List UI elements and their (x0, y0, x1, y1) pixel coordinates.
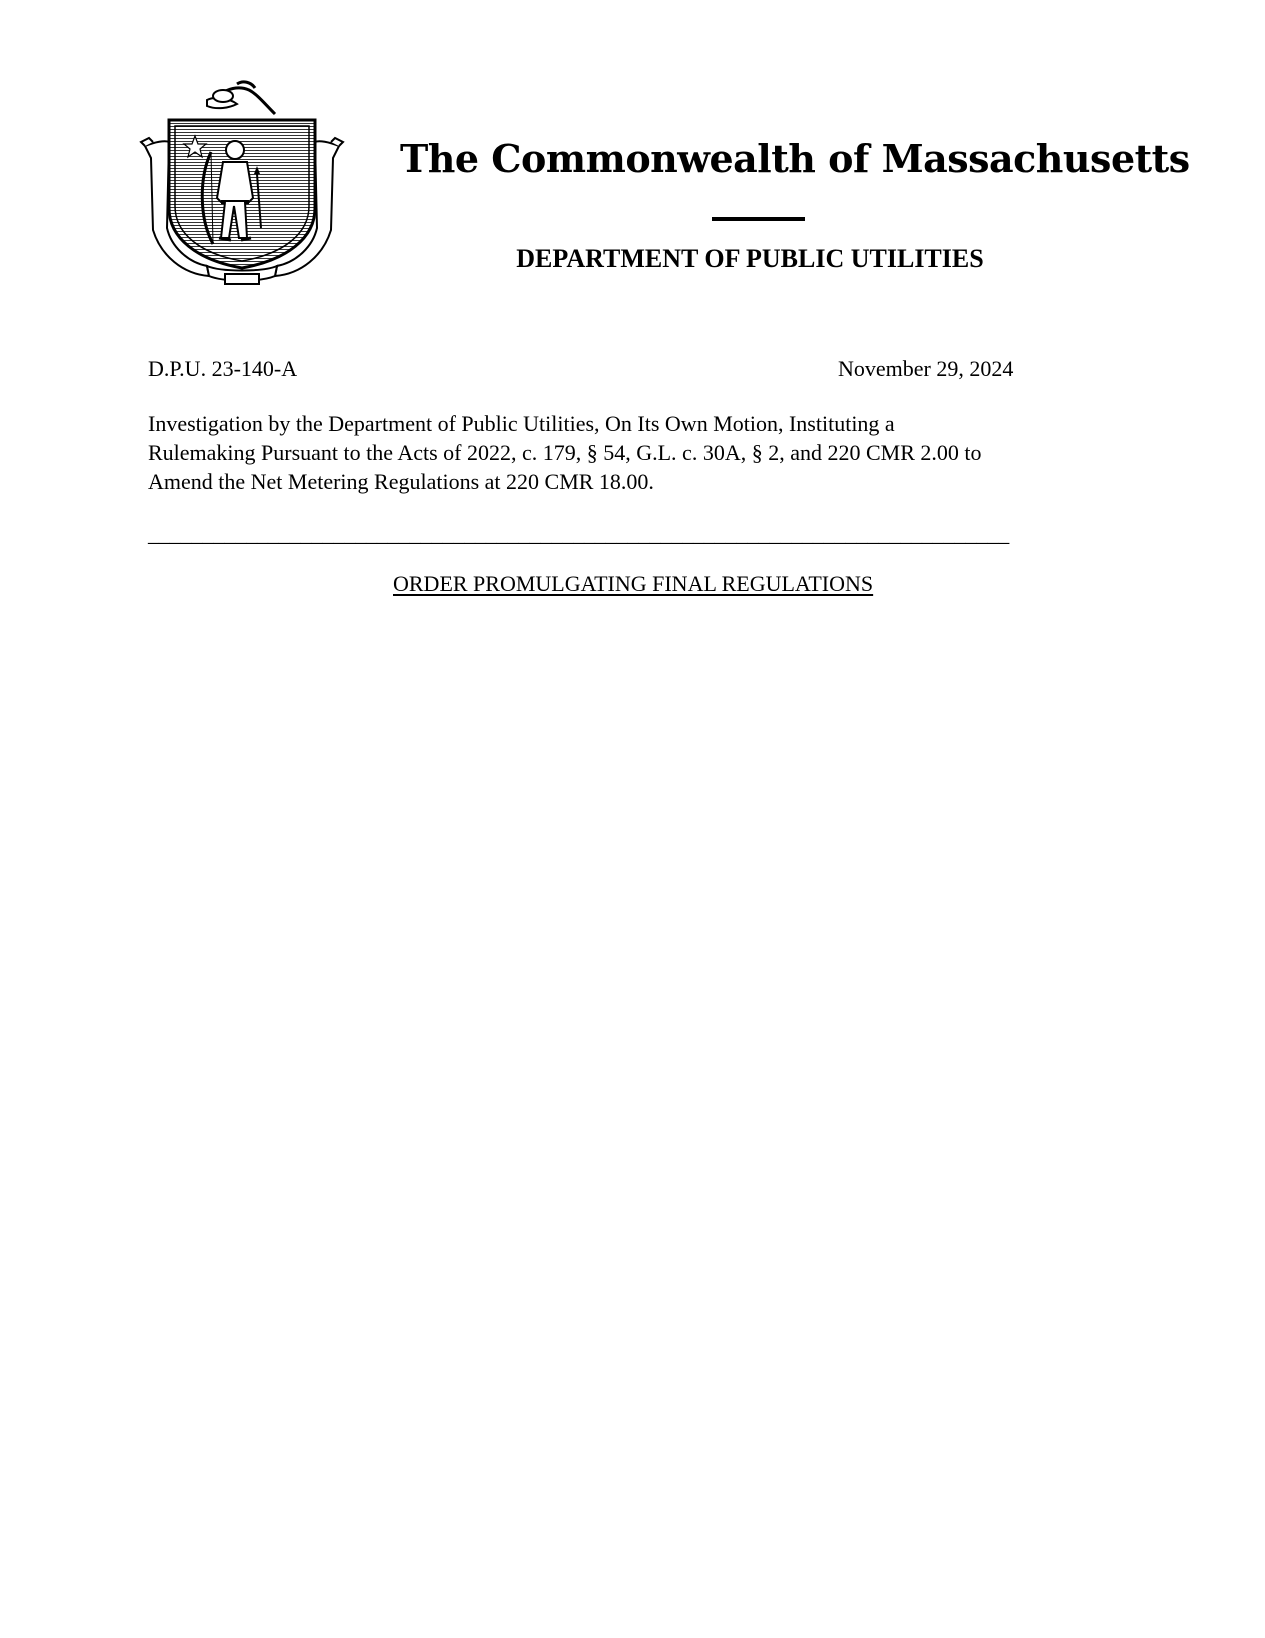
order-date: November 29, 2024 (838, 356, 1014, 381)
title-divider (712, 217, 805, 221)
separator-line: _______________________________________________________________________________ (148, 521, 1010, 546)
docket-number: D.P.U. 23-140-A (148, 356, 298, 381)
caption-line: Rulemaking Pursuant to the Acts of 2022, c. 179, § 54, G.L. c. 30A, § 2, and 220 CMR 2.00 to (148, 440, 982, 465)
massachusetts-seal-icon (137, 78, 347, 290)
commonwealth-title: The Commonwealth of Massachusetts (400, 136, 1190, 181)
department-name: DEPARTMENT OF PUBLIC UTILITIES (516, 244, 984, 273)
case-caption (148, 409, 1108, 496)
caption-line: Amend the Net Metering Regulations at 220 CMR 18.00. (148, 469, 654, 494)
order-title: ORDER PROMULGATING FINAL REGULATIONS (393, 571, 874, 596)
caption-line: Investigation by the Department of Public Utilities, On Its Own Motion, Instituting a (148, 411, 895, 436)
